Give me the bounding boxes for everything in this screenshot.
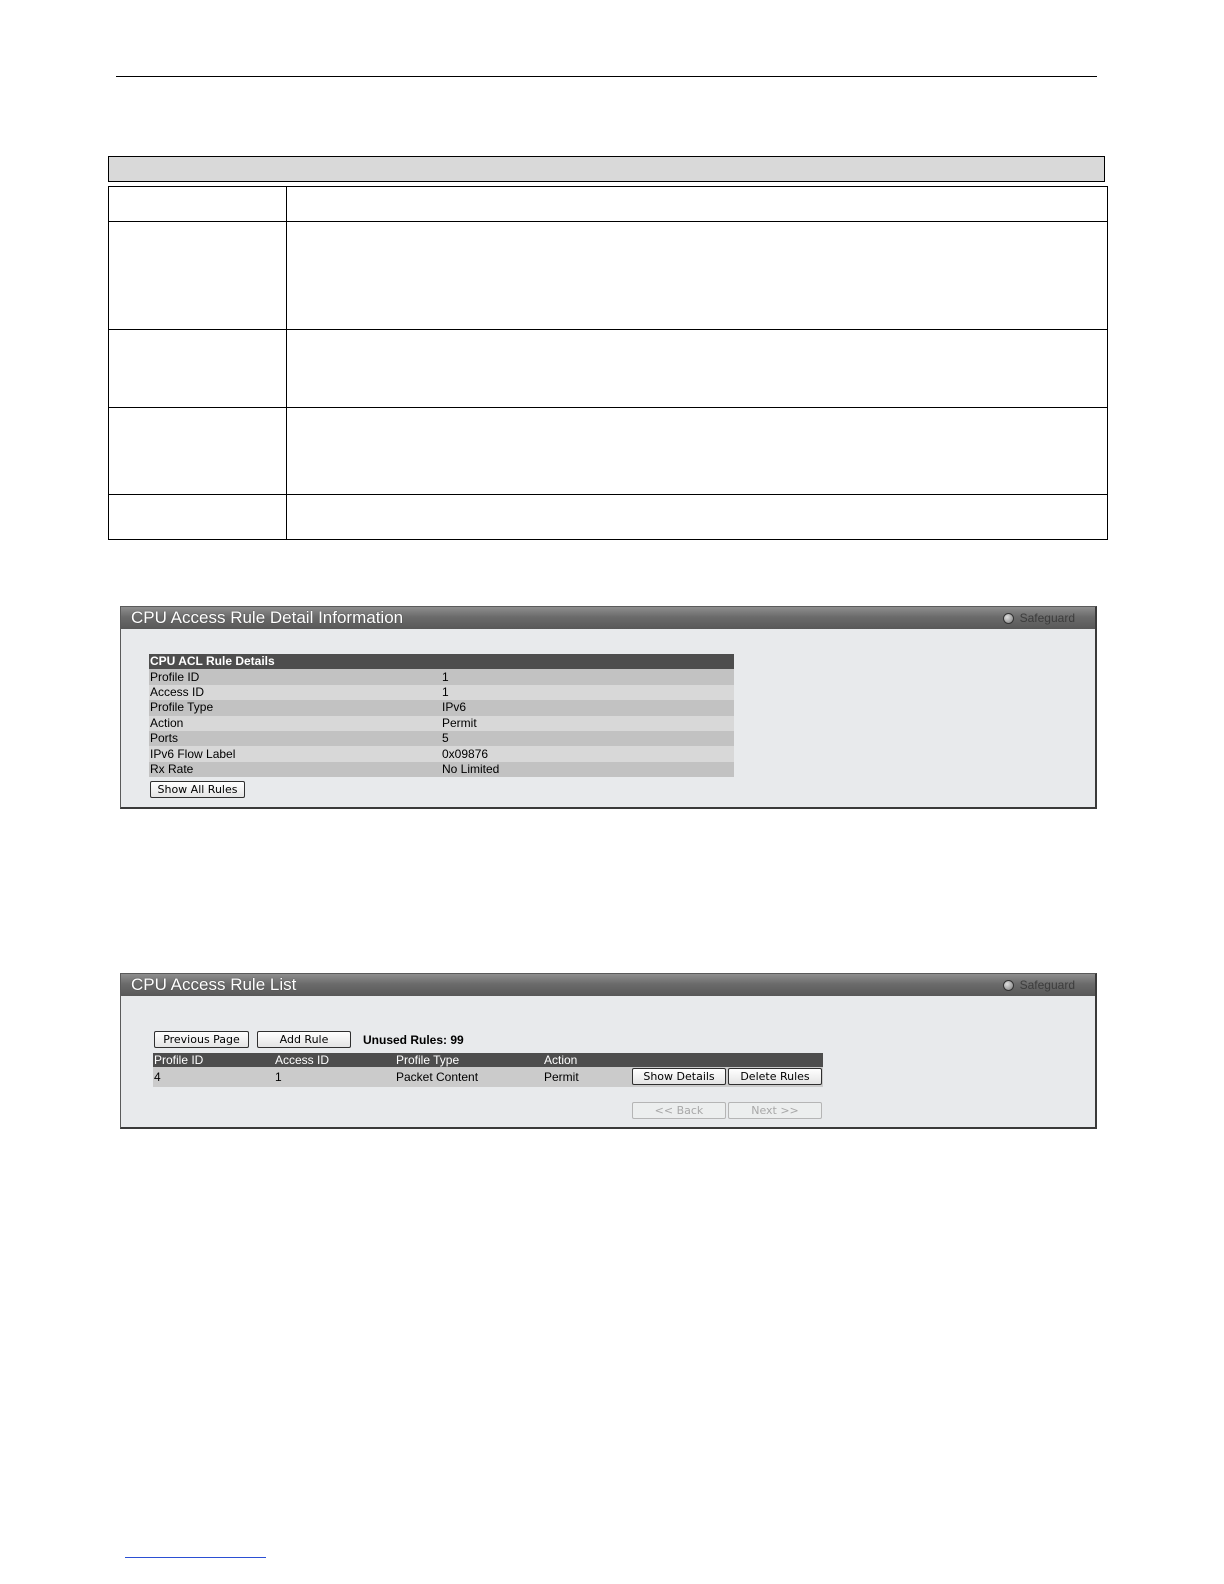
column-header-buttons (631, 1053, 823, 1067)
unused-rules-count: 99 (450, 1033, 464, 1047)
detail-key: Profile ID (149, 669, 441, 684)
detail-key: Action (149, 716, 441, 731)
page-header-rule (116, 76, 1097, 77)
panel-title: CPU Access Rule List (131, 975, 297, 994)
safeguard-led-icon (1003, 980, 1014, 991)
parameter-cell (109, 330, 287, 408)
detail-key: Rx Rate (149, 762, 441, 777)
show-all-rules-button[interactable]: Show All Rules (150, 781, 245, 798)
panel-title: CPU Access Rule Detail Information (131, 608, 404, 627)
parameter-cell (109, 495, 287, 540)
detail-row (149, 716, 734, 731)
description-cell (287, 222, 1108, 330)
detail-key: Ports (149, 731, 441, 746)
unused-rules-status (363, 1033, 464, 1047)
safeguard-indicator (1003, 978, 1075, 992)
detail-value: IPv6 (441, 700, 734, 715)
detail-row (149, 700, 734, 715)
detail-key: Profile Type (149, 700, 441, 715)
parameter-cell (109, 408, 287, 495)
description-cell (287, 495, 1108, 540)
panel-title-bar (121, 607, 1095, 629)
description-cell (287, 408, 1108, 495)
detail-value: Permit (441, 716, 734, 731)
detail-row (149, 746, 734, 761)
detail-row (149, 731, 734, 746)
column-header-profile-type: Profile Type (395, 1053, 543, 1067)
cell-profile-type: Packet Content (395, 1067, 543, 1087)
panel-title-bar (121, 974, 1095, 996)
detail-row (149, 685, 734, 700)
cpu-access-rule-list-panel (120, 973, 1097, 1129)
unused-rules-label: Unused Rules: (363, 1033, 448, 1047)
parameter-table-header (108, 156, 1105, 182)
rule-details-header: CPU ACL Rule Details (149, 654, 734, 669)
delete-rules-button[interactable]: Delete Rules (728, 1068, 822, 1085)
detail-row (149, 669, 734, 684)
detail-key: Access ID (149, 685, 441, 700)
table-header-row (153, 1053, 823, 1067)
description-cell (287, 330, 1108, 408)
parameter-cell (109, 222, 287, 330)
column-header-profile-id: Profile ID (153, 1053, 274, 1067)
safeguard-indicator (1003, 611, 1075, 625)
back-button[interactable]: << Back (632, 1102, 726, 1119)
detail-value: 5 (441, 731, 734, 746)
footer-link-underline (125, 1557, 266, 1558)
parameter-cell (109, 187, 287, 222)
description-cell (287, 187, 1108, 222)
column-header-action: Action (543, 1053, 631, 1067)
safeguard-label: Safeguard (1019, 611, 1075, 625)
next-button[interactable]: Next >> (728, 1102, 822, 1119)
cell-profile-id: 4 (153, 1067, 274, 1087)
rule-details-table (149, 654, 734, 777)
previous-page-button[interactable]: Previous Page (154, 1031, 249, 1048)
detail-value: 0x09876 (441, 746, 734, 761)
detail-row (149, 762, 734, 777)
detail-value: 1 (441, 669, 734, 684)
add-rule-button[interactable]: Add Rule (257, 1031, 351, 1048)
parameter-table (108, 186, 1108, 540)
column-header-access-id: Access ID (274, 1053, 395, 1067)
cell-action: Permit (543, 1067, 631, 1087)
safeguard-led-icon (1003, 613, 1014, 624)
detail-value: 1 (441, 685, 734, 700)
show-details-button[interactable]: Show Details (632, 1068, 726, 1085)
detail-value: No Limited (441, 762, 734, 777)
detail-key: IPv6 Flow Label (149, 746, 441, 761)
cpu-access-rule-detail-panel (120, 606, 1097, 809)
cell-access-id: 1 (274, 1067, 395, 1087)
safeguard-label: Safeguard (1019, 978, 1075, 992)
